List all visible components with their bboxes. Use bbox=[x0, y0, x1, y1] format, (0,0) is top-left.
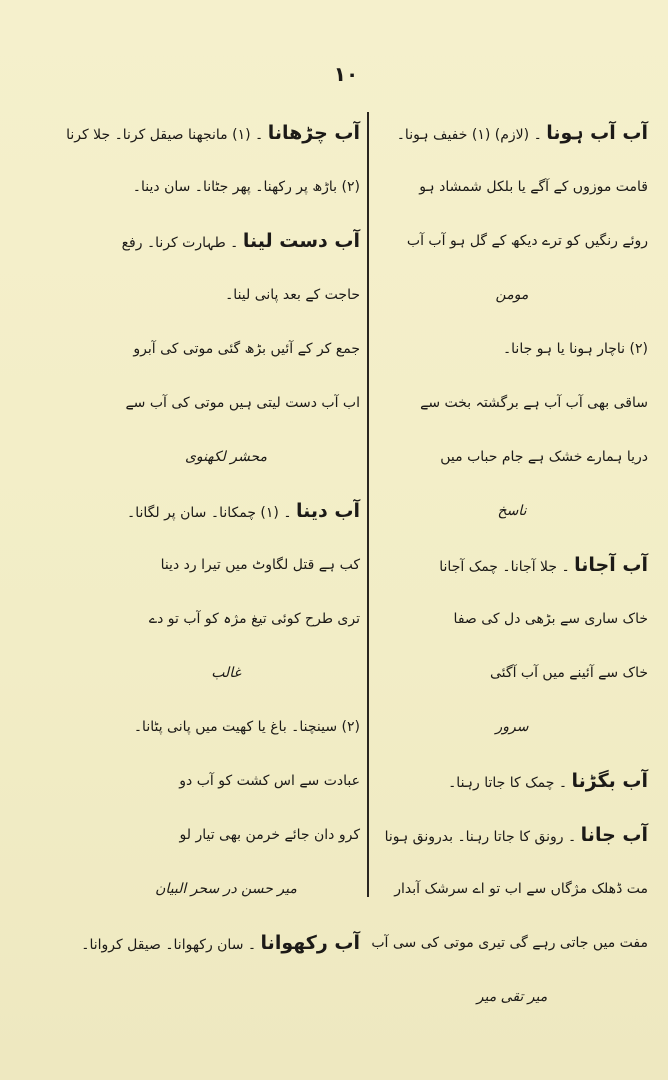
verse-line bbox=[371, 916, 648, 970]
definition-text: ۔ سان رکھوانا۔ صیقل کروانا۔ bbox=[81, 937, 261, 953]
verse-line bbox=[376, 214, 648, 268]
verse-text: مت ڈھلک مژگاں سے اب تو اے سرشک آبدار bbox=[394, 881, 648, 897]
dictionary-entry bbox=[376, 754, 648, 808]
headword: آب بگڑنا bbox=[571, 770, 648, 792]
headword: آب دینا bbox=[296, 500, 360, 522]
verse-text: حاجت کے بعد پانی لینا۔ bbox=[225, 287, 360, 303]
verse-text: ساقی بھی آب آب ہے برگشتہ بخت سے bbox=[420, 395, 648, 411]
dictionary-entry bbox=[66, 106, 360, 160]
verse-text: خاک ساری سے بڑھی دل کی صفا bbox=[453, 611, 648, 627]
poet-attribution bbox=[92, 430, 360, 484]
verse-line bbox=[376, 862, 648, 916]
poet-name: میر تقی میر bbox=[476, 989, 548, 1005]
definition-text: ۔ جلا آجانا۔ چمک آجانا bbox=[439, 559, 575, 575]
definition-text: ۔ (لازم) (۱) خفیف ہونا۔ bbox=[396, 127, 547, 143]
verse-text: جمع کر کے آئیں بڑھ گئی موتی کی آبرو bbox=[133, 341, 360, 357]
verse-text: قامت موزوں کے آگے یا بلکل شمشاد ہو bbox=[419, 179, 648, 195]
definition-text: ۔ (۱) مانجھنا صیقل کرنا۔ جلا کرنا bbox=[66, 127, 268, 143]
verse-line bbox=[92, 700, 360, 754]
verse-line bbox=[92, 322, 360, 376]
dictionary-entry bbox=[376, 106, 648, 160]
verse-text: (۲) ناچار ہونا یا ہو جانا۔ bbox=[502, 341, 648, 357]
left-column bbox=[66, 106, 360, 970]
verse-line bbox=[376, 322, 648, 376]
dictionary-entry bbox=[81, 916, 360, 970]
verse-line bbox=[376, 646, 648, 700]
definition-text: ۔ طہارت کرنا۔ رفع bbox=[121, 235, 243, 251]
poet-attribution bbox=[92, 646, 360, 700]
verse-text: عبادت سے اس کشت کو آب دو bbox=[179, 773, 360, 789]
dictionary-entry bbox=[376, 538, 648, 592]
dictionary-entry bbox=[92, 214, 360, 268]
verse-line bbox=[92, 268, 360, 322]
right-column bbox=[371, 106, 648, 1024]
page-number: ١٠ bbox=[333, 62, 359, 86]
headword: آب آب ہونا bbox=[546, 122, 648, 144]
poet-name: ناسخ bbox=[497, 503, 527, 519]
dictionary-entry bbox=[92, 484, 360, 538]
verse-line bbox=[376, 592, 648, 646]
poet-attribution bbox=[376, 970, 648, 1024]
verse-text: (۲) سینچنا۔ باغ یا کھیت میں پانی پٹانا۔ bbox=[133, 719, 360, 735]
headword: آب چڑھانا bbox=[267, 122, 360, 144]
verse-line bbox=[376, 430, 648, 484]
verse-line bbox=[92, 754, 360, 808]
definition-text: ۔ رونق کا جاتا رہنا۔ بدرونق ہونا bbox=[384, 829, 581, 845]
verse-text: تری طرح کوئی تیغ مژہ کو آب تو دے bbox=[148, 611, 360, 627]
dictionary-entry bbox=[376, 808, 648, 862]
verse-text: مفت میں جاتی رہے گی تیری موتی کی سی آب bbox=[371, 935, 648, 951]
verse-line bbox=[92, 808, 360, 862]
poet-attribution bbox=[376, 268, 648, 322]
headword: آب رکھوانا bbox=[260, 932, 360, 954]
poet-name: میر حسن در سحر البیان bbox=[155, 881, 297, 897]
verse-text: خاک سے آئینے میں آب آگئی bbox=[490, 665, 648, 681]
poet-attribution bbox=[376, 484, 648, 538]
column-divider bbox=[367, 112, 369, 897]
verse-line bbox=[92, 538, 360, 592]
verse-text: اب آب دست لیتی ہیں موتی کی آب سے bbox=[125, 395, 360, 411]
verse-line bbox=[92, 376, 360, 430]
headword: آب جانا bbox=[580, 824, 648, 846]
verse-line bbox=[92, 592, 360, 646]
poet-name: سرور bbox=[495, 719, 529, 735]
poet-name: غالب bbox=[211, 665, 241, 681]
verse-line bbox=[376, 160, 648, 214]
poet-attribution bbox=[376, 700, 648, 754]
definition-text: ۔ (۱) چمکانا۔ سان پر لگانا۔ bbox=[126, 505, 296, 521]
verse-text: دریا ہمارے خشک ہے جام حباب میں bbox=[440, 449, 648, 465]
poet-attribution bbox=[92, 862, 360, 916]
poet-name: مومن bbox=[495, 287, 529, 303]
verse-line bbox=[92, 160, 360, 214]
poet-name: محشر لکھنوی bbox=[184, 449, 268, 465]
verse-text: کب ہے قتل لگاوٹ میں تیرا رد دینا bbox=[160, 557, 360, 573]
definition-text: ۔ چمک کا جاتا رہنا۔ bbox=[448, 775, 572, 791]
verse-text: کرو دان جائے خرمن بھی تیار لو bbox=[179, 827, 360, 843]
headword: آب دست لینا bbox=[242, 230, 360, 252]
verse-text: روئے رنگیں کو ترے دیکھ کے گل ہو آب آب bbox=[406, 233, 648, 249]
verse-line bbox=[376, 376, 648, 430]
verse-text: (۲) باڑھ پر رکھنا۔ پھر جٹانا۔ سان دینا۔ bbox=[132, 179, 360, 195]
headword: آب آجانا bbox=[574, 554, 648, 576]
